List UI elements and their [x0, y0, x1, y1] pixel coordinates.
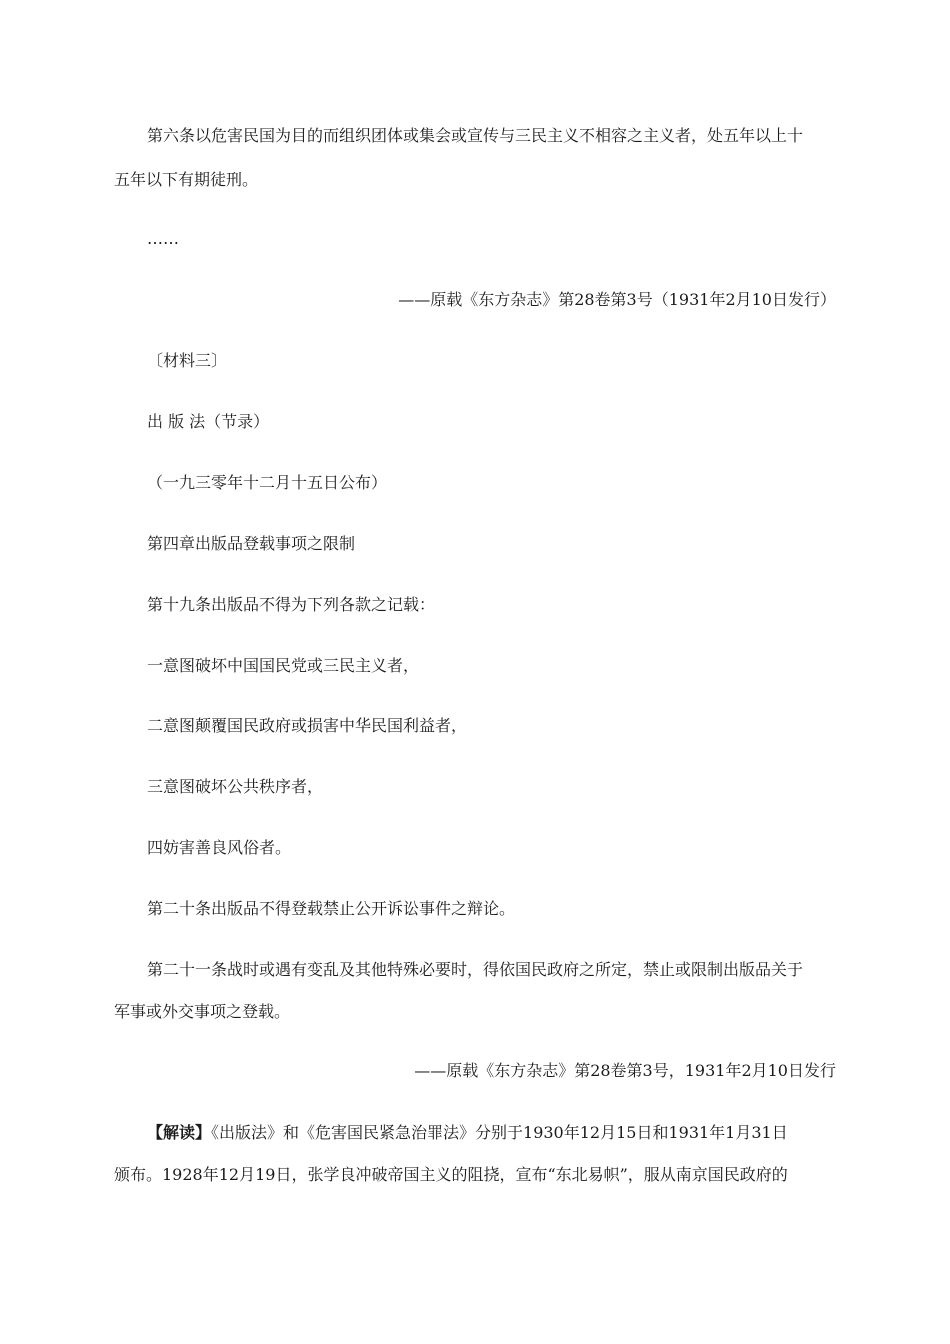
article19-item4: 四妨害善良风俗者。 — [147, 838, 292, 857]
article19-item3: 三意图破坏公共秩序者， — [147, 777, 324, 796]
ellipsis: …… — [147, 229, 179, 248]
article21-line1: 第二十一条战时或遇有变乱及其他特殊必要时，得依国民政府之所定，禁止或限制出版品关于 — [147, 960, 804, 979]
article6-line2: 五年以下有期徒刑。 — [114, 170, 259, 189]
commentary-line2: 颁布。1928年12月19日，张学良冲破帝国主义的阻挠，宣布“东北易帜”，服从南京国民政府的 — [114, 1165, 788, 1184]
source-citation-1: ——原载《东方杂志》第28卷第3号（1931年2月10日发行） — [398, 290, 836, 309]
commentary-text: 《出版法》和《危害国民紧急治罪法》分别于1930年12月15日和1931年1月31日 — [211, 1123, 788, 1142]
article20: 第二十条出版品不得登载禁止公开诉讼事件之辩论。 — [147, 899, 516, 918]
commentary-line1 — [147, 1123, 788, 1143]
article19-item2: 二意图颠覆国民政府或损害中华民国利益者， — [147, 716, 468, 735]
source-citation-2: ——原载《东方杂志》第28卷第3号，1931年2月10日发行 — [414, 1061, 836, 1080]
material-label: 〔材料三〕 — [147, 351, 228, 370]
law-date: （一九三零年十二月十五日公布） — [147, 473, 388, 492]
article19-item1: 一意图破坏中国国民党或三民主义者， — [147, 656, 420, 675]
commentary-label: 【解读】 — [147, 1123, 212, 1142]
chapter-heading: 第四章出版品登载事项之限制 — [147, 534, 356, 553]
article6-line1: 第六条以危害民国为目的而组织团体或集会或宣传与三民主义不相容之主义者，处五年以上十 — [147, 126, 804, 145]
law-title: 出 版 法（节录） — [147, 412, 270, 431]
article21-line2: 军事或外交事项之登载。 — [114, 1002, 291, 1021]
article19: 第十九条出版品不得为下列各款之记载： — [147, 595, 436, 614]
